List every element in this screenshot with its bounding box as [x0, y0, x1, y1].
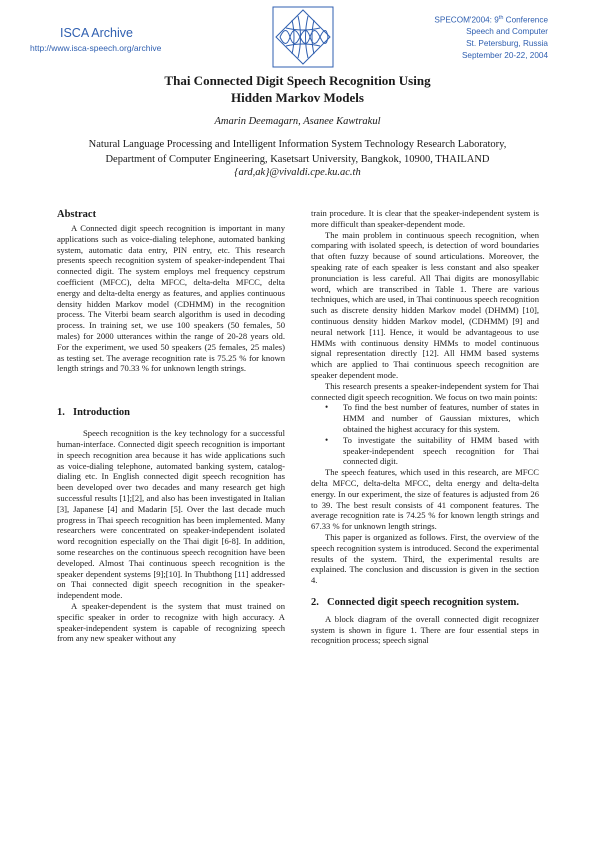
archive-title: ISCA Archive [60, 26, 133, 40]
section-1-title: Introduction [73, 407, 130, 419]
affiliation-line1: Natural Language Processing and Intelligent Information System Technology Research Laboratory, [88, 139, 507, 150]
focus-point-1: • To find the best number of features, number of states in HMM and number of Gaussian mixtures, which obtained the highest accuracy for this system. [343, 402, 539, 434]
section-2-number: 2. [311, 596, 319, 608]
section-1-heading [57, 406, 285, 419]
email: {ard,ak}@vivaldi.cpe.ku.ac.th [234, 167, 361, 178]
paper-title [0, 73, 595, 106]
intro-paragraph-2: A speaker-dependent is the system that must trained on specific speaker in order to recognize with high accuracy. A speaker-independent system is capable of recognizing speech from any new speaker without any [57, 600, 285, 644]
section-1-number: 1. [57, 407, 65, 419]
abstract-heading: Abstract [57, 209, 97, 220]
left-column [57, 208, 285, 644]
archive-url[interactable]: http://www.isca-speech.org/archive [30, 43, 162, 53]
title-line1: Thai Connected Digit Speech Recognition Using [164, 73, 431, 88]
section-2-heading [311, 596, 539, 609]
conf-line3: St. Petersburg, Russia [466, 38, 548, 48]
focus-points-list [311, 402, 539, 467]
affiliation-line2: Department of Computer Engineering, Kasetsart University, Bangkok, 10900, THAILAND [105, 153, 490, 165]
conference-info [434, 13, 548, 61]
right-paragraph-6: A block diagram of the overall connected digit recognizer system is shown in figure 1. There are four essential steps in recognition process; speech signal [311, 613, 539, 646]
title-line2: Hidden Markov Models [231, 89, 364, 105]
affiliation [0, 138, 595, 167]
right-paragraph-5: This paper is organized as follows. First, the overview of the speech recognition system is introduced. Second the experimental results of the system. Third, the experimental results are explained. The conclusion and discussion is given in the section 4. [311, 531, 539, 586]
right-paragraph-1: train procedure. It is clear that the speaker-independent system is more difficult than speaker-dependent mode. [311, 208, 539, 229]
conf-line1-end: Conference [503, 15, 548, 25]
abstract-text: A Connected digit speech recognition is important in many applications such as voice-dialing telephone, automated banking system, automatic data entry, PIN entry, etc. This research presents speech recognition system of speaker-independent Thai connected digit. The system employs mel frequency cepstrum coefficient (MFCC), delta MFCC, delta-delta MFCC, delta energy and delta-delta energy as features, and applies continuous density hidden Markov model (CDHMM) in the recognition process. The Viterbi beam search algorithm is used in decoding process. In training set, we use 100 speakers (50 females, 50 males) for 2000 utterances within the range of 20-28 years old. For the experiment, we used 50 speakers (25 females, 25 males) as testing set. The average recognition rate is 75.25 % for known length strings and 70.33 % for unknown length strings. [57, 223, 285, 374]
conf-line1: SPECOM'2004: 9 [434, 15, 499, 25]
section-2-title: Connected digit speech recognition system. [327, 596, 519, 608]
isca-logo-icon [272, 6, 334, 68]
right-column [311, 208, 539, 646]
focus-point-2: • To investigate the suitability of HMM based with speaker-independent speech recognition for Thai connected digit. [343, 435, 539, 467]
right-paragraph-3: This research presents a speaker-independent system for Thai connected digit speech recognition. We focus on two main points: [311, 380, 539, 402]
conf-line4: September 20-22, 2004 [461, 50, 548, 60]
right-paragraph-2: The main problem in continuous speech recognition, when comparing with isolated speech, is detection of word boundaries that often fuzzy because of sound articulations. Moreover, the speaking rate of each speaker is less constant and also speaker pronunciation is less careful. All Thai digits are monosyllabic word, which are transcribed in Table 1. There are various techniques, which are used, in Thai continuous speech recognition such as discrete density hidden Markov model (DHMM) [10], continuous density hidden Markov model, (CDHMM) [9] and neural network [11]. Hence, it would be advantageous to use HMMs with continuous density HMMs to model continuous signal representation directly [12]. All HMM based systems which are applied to Thai continuous speech recognition are speaker dependent mode. [311, 229, 539, 380]
right-paragraph-4: The speech features, which used in this research, are MFCC delta MFCC, delta-delta MFCC, delta energy and delta-delta energy. In our experiment, the size of features is adjusted from 26 to 39. The best result consists of 41 component features. The average recognition rate is 74.25 % for known length strings and 67.33 % for unknown length strings. [311, 467, 539, 532]
intro-paragraph-1: Speech recognition is the key technology for a successful human-interface. Connected digit speech recognition is important in speech recognition area because it has wide applications such as voice-dialing telephone, automated banking system, catalog-dialing etc. In English connected digit speech recognition has been developed over two decades and many research get high successful results [1];[2], and also has been investigated in Italian [3], Japanese [4] and Madarin [5]. Over the last decade much progress in Thai speech recognition has been implemented. Many researchers were concentrated on speaker-independent isolated word recognition especially on the Thai digit [6-8]. In addition, some researches on the continuous speech recognition have been developed. Almost Thai continuous speech recognition is the speaker dependent systems [9];[10]. In Thubthong [11] addressed on Thai connected digit speech recognition in the speaker-independent mode. [57, 428, 285, 601]
conf-line1-sup: th [498, 15, 504, 21]
conf-line2: Speech and Computer [466, 27, 548, 37]
authors: Amarin Deemagarn, Asanee Kawtrakul [214, 116, 381, 127]
